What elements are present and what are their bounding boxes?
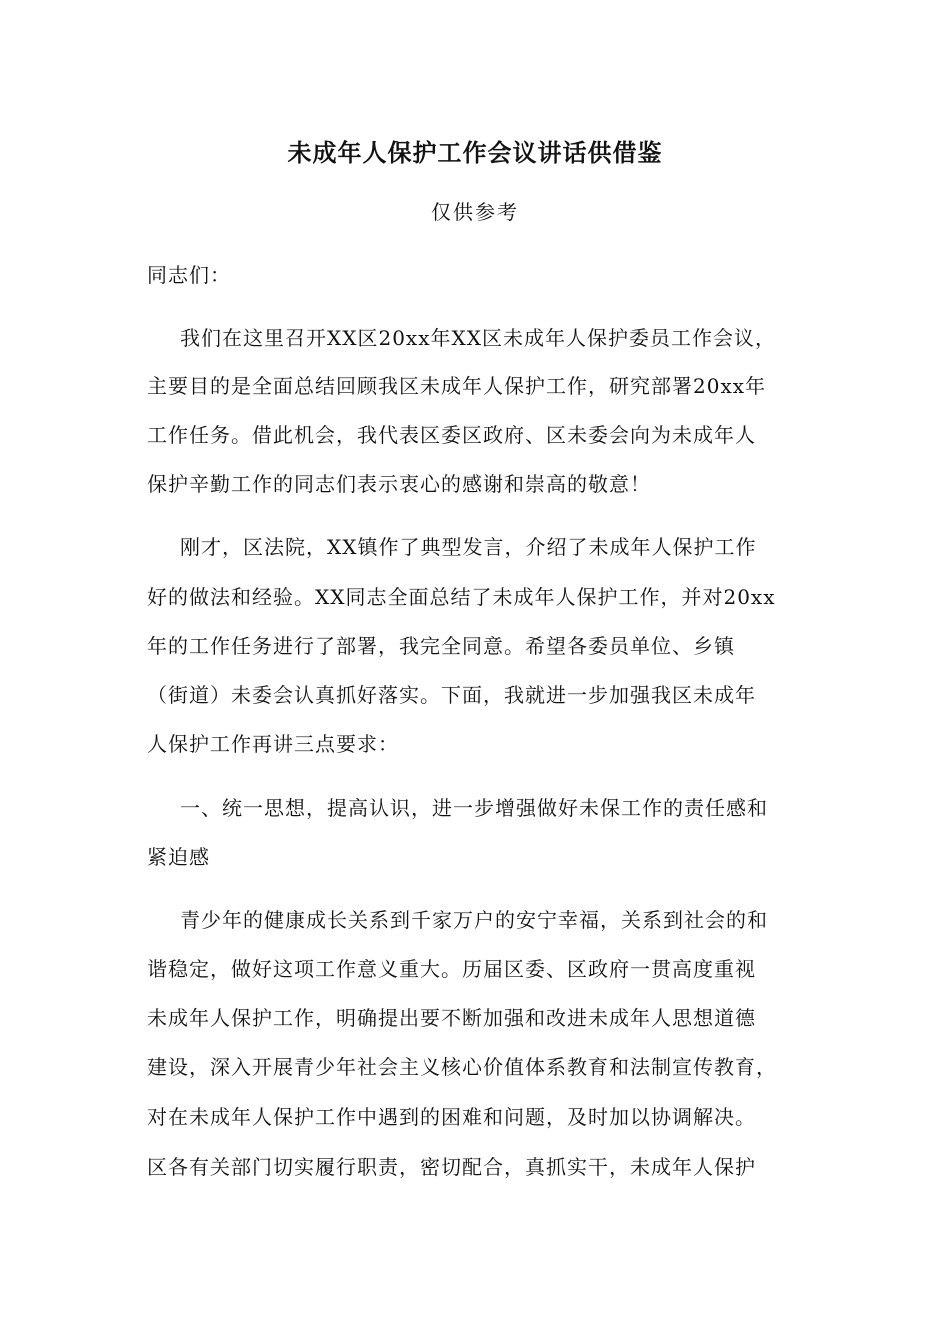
paragraph-line: 青少年的健康成长关系到千家万户的安宁幸福，关系到社会的和 bbox=[180, 908, 768, 932]
paragraph-line: 建设，深入开展青少年社会主义核心价值体系教育和法制宣传教育， bbox=[147, 1055, 777, 1079]
document-subtitle: 仅供参考 bbox=[431, 200, 519, 224]
paragraph-line: 谐稳定，做好这项工作意义重大。历届区委、区政府一贯高度重视 bbox=[147, 957, 756, 981]
paragraph-line: 对在未成年人保护工作中遇到的困难和问题，及时加以协调解决。 bbox=[147, 1105, 756, 1129]
paragraph-line: 好的做法和经验。XX同志全面总结了未成年人保护工作，并对20xx bbox=[147, 585, 776, 609]
section-heading-line: 紧迫感 bbox=[147, 845, 210, 869]
salutation: 同志们： bbox=[147, 263, 231, 287]
paragraph-line: 年的工作任务进行了部署，我完全同意。希望各委员单位、乡镇 bbox=[147, 634, 735, 658]
paragraph-line: 刚才，区法院，XX镇作了典型发言，介绍了未成年人保护工作 bbox=[180, 535, 757, 559]
paragraph-line: 人保护工作再讲三点要求： bbox=[147, 732, 399, 756]
paragraph-line: 我们在这里召开XX区20xx年XX区未成年人保护委员工作会议， bbox=[180, 326, 776, 350]
paragraph-line: 未成年人保护工作，明确提出要不断加强和改进未成年人思想道德 bbox=[147, 1006, 756, 1030]
section-heading-line: 一、统一思想，提高认识，进一步增强做好未保工作的责任感和 bbox=[180, 796, 768, 820]
paragraph-line: 工作任务。借此机会，我代表区委区政府、区未委会向为未成年人 bbox=[147, 423, 756, 447]
paragraph-line: （街道）未委会认真抓好落实。下面，我就进一步加强我区未成年 bbox=[147, 683, 756, 707]
paragraph-line: 主要目的是全面总结回顾我区未成年人保护工作，研究部署20xx年 bbox=[147, 374, 767, 398]
document-title: 未成年人保护工作会议讲话供借鉴 bbox=[287, 138, 663, 167]
paragraph-line: 保护辛勤工作的同志们表示衷心的感谢和崇高的敬意！ bbox=[147, 472, 651, 496]
paragraph-line: 区各有关部门切实履行职责，密切配合，真抓实干，未成年人保护 bbox=[147, 1155, 756, 1179]
